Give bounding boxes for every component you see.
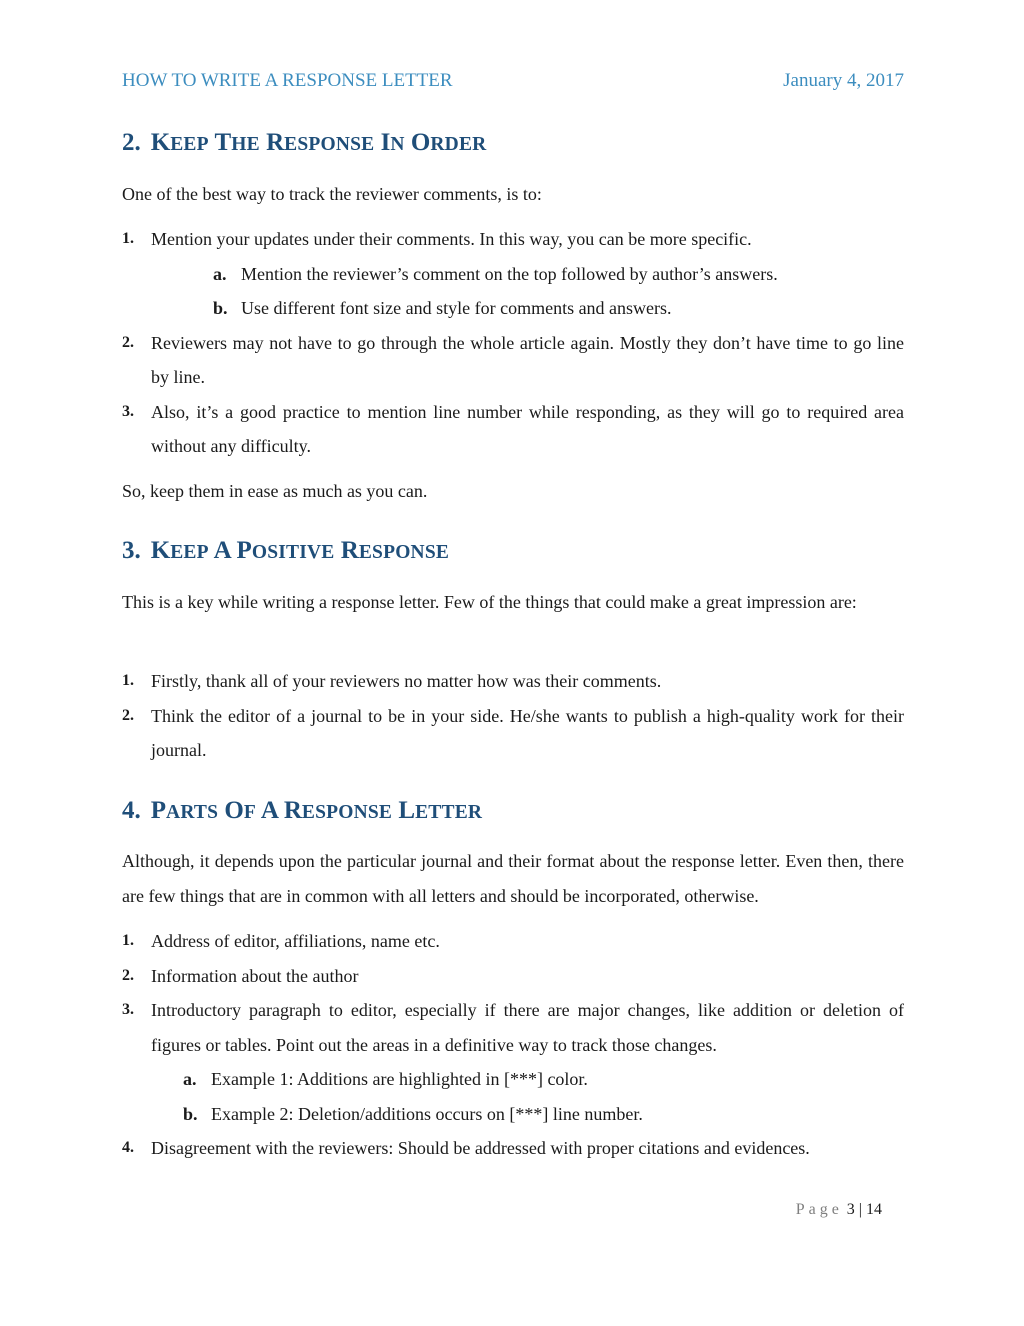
list-item — [122, 395, 904, 464]
sub-list-marker: b. — [213, 298, 228, 318]
section-intro — [122, 585, 904, 620]
sub-list-marker: b. — [183, 1103, 198, 1124]
list-item — [122, 924, 904, 959]
list-item — [122, 664, 904, 699]
sub-list-item-text: Example 1: Additions are highlighted in [***] color. — [211, 1069, 588, 1089]
sub-list-marker: a. — [213, 263, 227, 284]
list-marker: 1. — [122, 230, 134, 247]
paragraph: This is a key while writing a response letter. Few of the things that could make a great impression are: — [122, 592, 857, 612]
section-intro — [122, 177, 904, 212]
list-item — [122, 699, 904, 768]
list-item-text: Also, it’s a good practice to mention line number while responding, as they will go to required area without any difficulty. — [151, 401, 904, 456]
sub-list-item — [122, 291, 904, 326]
numbered-list — [122, 664, 904, 768]
section-heading-keep-positive-response: 3. KEEP A POSITIVE RESPONSE — [122, 537, 450, 564]
list-marker: 4. — [122, 1139, 134, 1156]
section-heading-keep-response-in-order: 2. KEEP THE RESPONSE IN ORDER — [122, 129, 487, 156]
list-marker: 1. — [122, 932, 134, 949]
section-intro — [122, 844, 904, 913]
header-title: HOW TO WRITE A RESPONSE LETTER — [122, 70, 453, 91]
list-item-text: Disagreement with the reviewers: Should be addressed with proper citations and evidences. — [151, 1138, 810, 1158]
page-footer — [796, 1201, 882, 1219]
list-item-text: Information about the author — [151, 965, 359, 986]
sub-list-item-text: Use different font size and style for comments and answers. — [241, 298, 672, 318]
sub-list-item-text: Mention the reviewer’s comment on the top followed by author’s answers. — [241, 263, 778, 284]
sub-list-item — [122, 1062, 904, 1097]
header-date: January 4, 2017 — [783, 70, 904, 91]
list-marker: 2. — [122, 706, 134, 724]
list-item — [122, 222, 904, 257]
document-page — [122, 0, 904, 1326]
list-marker: 1. — [122, 672, 134, 689]
section-heading-parts-of-response-letter: 4. PARTS OF A RESPONSE LETTER — [122, 797, 483, 824]
section-outro — [122, 474, 904, 509]
numbered-list — [122, 924, 904, 1166]
section-number: 2. — [122, 129, 141, 156]
list-marker: 3. — [122, 402, 134, 420]
list-marker: 3. — [122, 1001, 134, 1018]
page-number: 3 | 14 — [846, 1201, 882, 1218]
list-item — [122, 1131, 904, 1166]
paragraph: Although, it depends upon the particular journal and their format about the response letter. Even then, there are few things that are in common with all letters and should be incorporated, otherwise. — [122, 851, 904, 906]
numbered-list — [122, 222, 904, 464]
list-marker: 2. — [122, 966, 134, 984]
section-number: 4. — [122, 797, 141, 824]
sub-list-item — [122, 1097, 904, 1132]
page-label: Page — [795, 1201, 843, 1218]
list-item-text: Introductory paragraph to editor, especially if there are major changes, like addition or deletion of figures or tables. Point out the areas in a definitive way to track those changes. — [151, 1000, 904, 1055]
list-item — [122, 959, 904, 994]
sub-list-item-text: Example 2: Deletion/additions occurs on [***] line number. — [211, 1103, 643, 1124]
paragraph: So, keep them in ease as much as you can. — [122, 481, 428, 501]
list-item-text: Mention your updates under their comments. In this way, you can be more specific. — [151, 229, 752, 249]
list-marker: 2. — [122, 333, 134, 351]
running-header — [122, 69, 904, 93]
sub-list-item — [122, 257, 904, 292]
list-item-text: Firstly, thank all of your reviewers no matter how was their comments. — [151, 671, 662, 691]
list-item — [122, 326, 904, 395]
list-item-text: Reviewers may not have to go through the whole article again. Mostly they don’t have time to go line by line. — [151, 332, 904, 387]
paragraph: One of the best way to track the reviewer comments, is to: — [122, 184, 542, 204]
section-number: 3. — [122, 537, 141, 564]
list-item — [122, 993, 904, 1062]
list-item-text: Think the editor of a journal to be in your side. He/she wants to publish a high-quality work for their journal. — [151, 705, 904, 760]
sub-list-marker: a. — [183, 1069, 197, 1089]
list-item-text: Address of editor, affiliations, name etc. — [151, 931, 440, 951]
